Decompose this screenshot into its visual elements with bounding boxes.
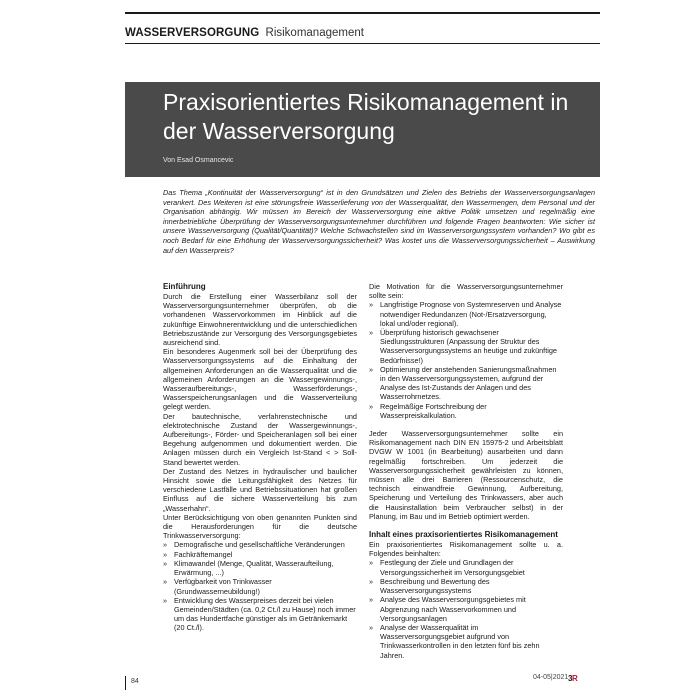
right-column bbox=[369, 282, 563, 660]
list-item-text: Regelmäßige Fortschreibung der Wasserpreiskalkulation. bbox=[380, 401, 487, 420]
content-list bbox=[369, 558, 563, 659]
list-item bbox=[369, 328, 563, 365]
list-item-text: Entwicklung des Wasserpreises derzeit bei vielen Gemeinden/Städten (ca. 0,2 Ct./l zu Hause) noch immer um das Hundertfache günstiger als im Getränkemarkt (20 Ct./l). bbox=[174, 595, 356, 633]
logo-letter: R bbox=[571, 674, 578, 683]
list-item bbox=[369, 558, 563, 576]
challenges-list bbox=[163, 540, 357, 632]
list-item-text: Überprüfung historisch gewachsener Siedlungsstrukturen (Anpassung der Struktur des Wasserversorgungssystems an heutige und zukünftige Bedürfnisse!) bbox=[380, 328, 557, 365]
list-item-text: Analyse des Wasserversorgungsgebietes mit Abgrenzung nach Wasservorkommen und Versorgungsanlagen bbox=[380, 595, 526, 623]
list-item-text: Optimierung der anstehenden Sanierungsmaßnahmen in den Wasserversorgungssystemen, aufgrund der Analyse des Ist-Zustands der Anlagen und des Wasserrohrnetzes. bbox=[380, 364, 557, 402]
bullet-marker: » bbox=[163, 558, 168, 568]
paragraph: Der Zustand des Netzes in hydraulischer und baulicher Hinsicht sowie die Leitungsfähigkeit des Netzes für verschiedene Lastfälle und Betriebssituationen hat großen Einfluss auf die sichere Wasserverteilung bis zum „Wasserhahn“. bbox=[163, 466, 357, 513]
top-rule bbox=[125, 12, 600, 14]
list-item bbox=[369, 595, 563, 623]
list-item-text: Beschreibung und Bewertung des Wasserversorgungssystems bbox=[380, 576, 490, 596]
author-byline: Von Esad Osmancevic bbox=[163, 157, 234, 164]
paragraph: Unter Berücksichtigung von oben genannten Punkten sind die Herausforderungen für die deutsche Trinkwasserversorgung: bbox=[163, 512, 357, 541]
list-item bbox=[163, 596, 357, 633]
bullet-marker: » bbox=[163, 549, 168, 559]
abstract: Das Thema „Kontinuität der Wasserversorgung“ ist in den Grundsätzen und Zielen des Betriebs der Wasserversorgungsanlagen verankert. Des Weiteren ist eine störungsfreie Wasserlieferung von der Wasserqualität, den Wassermengen, dem Personal und der Organisation abhängig. Wir müssen im Bereich der Wasserversorgung eine aktive Politik umsetzen und regelmäßig eine innerbetriebliche Überprüfung der Wasserversorgungsunternehmer durchführen und folgende Fragen beantworten: Wie sicher ist unsere Wasserversorgung (Qualität/Quantität)? Welche Schwachstellen sind im Wasserversorgungssystem vorhanden? Wo gibt es noch Bedarf für eine Erhöhung der Wasserversorgungssicherheit? Was kostet uns die Wasserversorgungssicherheit – Auswirkung auf den Wasserpreis? bbox=[163, 188, 595, 255]
list-item-text: Fachkräftemangel bbox=[174, 549, 233, 559]
logo-digit: 3 bbox=[568, 674, 572, 683]
list-item bbox=[369, 402, 563, 420]
bullet-marker: » bbox=[369, 595, 374, 605]
bullet-marker: » bbox=[369, 576, 374, 586]
paragraph: Jeder Wasserversorgungsunternehmer sollte ein Risikomanagement nach DIN EN 15975-2 und Arbeitsblatt DVGW W 1001 (in Bearbeitung) ausarbeiten und dann regelmäßig fortschreiben. Um jederzeit die Wasserversorgungssicherheit gewährleisten zu können, müssen alle drei Barrieren (Ressourcenschutz, die technisch einwandfreie Gewinnung, Aufbereitung, Speicherung und Verteilung des Trinkwassers, aber auch die Hausinstallation beim Verbraucher selbst) in der Planung, im Bau und im Betrieb optimiert werden. bbox=[369, 429, 563, 521]
list-item-text: Langfristige Prognose von Systemreserven und Analyse notwendiger Redundanzen (Not-/Ersatzversorgung, lokal und/oder regional). bbox=[380, 300, 562, 328]
list-item bbox=[369, 577, 563, 595]
list-item bbox=[163, 577, 357, 595]
paragraph: Die Motivation für die Wasserversorgungsunternehmer sollte sein: bbox=[369, 282, 563, 301]
paragraph: Durch die Erstellung einer Wasserbilanz soll der Wasserversorgungsunternehmer überprüfen, ob die vorhandenen Wasservorkommen im Hinblick auf die zukünftige Einwohnerentwicklung und die unterschiedlichen Betriebszustände zur Versorgung des Versorgungsgebietes ausreichend sind. bbox=[163, 292, 357, 348]
issue-label: 04-05|2021 bbox=[533, 674, 569, 681]
section-heading-einfuehrung: Einführung bbox=[163, 282, 206, 291]
paragraph: Ein praxisorientiertes Risikomanagement sollte u. a. Folgendes beinhalten: bbox=[369, 540, 563, 559]
bullet-marker: » bbox=[369, 622, 374, 632]
list-item bbox=[163, 540, 357, 549]
bullet-marker: » bbox=[163, 540, 168, 550]
page-number: 84 bbox=[125, 676, 139, 690]
bullet-marker: » bbox=[369, 401, 374, 411]
list-item-text: Verfügbarkeit von Trinkwasser (Grundwasserneubildung!) bbox=[174, 577, 272, 596]
bullet-marker: » bbox=[163, 595, 168, 605]
list-item bbox=[369, 623, 563, 660]
spacer bbox=[369, 521, 563, 530]
list-item bbox=[163, 550, 357, 559]
motivation-list bbox=[369, 300, 563, 420]
spacer bbox=[369, 420, 563, 429]
bullet-marker: » bbox=[163, 577, 168, 587]
section-label: WASSERVERSORGUNG bbox=[125, 27, 260, 39]
section-heading-inhalt: Inhalt eines praxisorientiertes Risikomanagement bbox=[369, 530, 558, 540]
list-item-text: Demografische und gesellschaftliche Veränderungen bbox=[174, 540, 345, 550]
subsection-label: Risikomanagement bbox=[265, 27, 364, 39]
bullet-marker: » bbox=[369, 300, 374, 310]
list-item bbox=[369, 300, 563, 328]
paragraph: Ein besonderes Augenmerk soll bei der Überprüfung des Wasserversorgungssystems auf die Einhaltung der allgemeinen Anforderungen an die Wasserqualität und die allgemeinen Anforderungen an die Wassergewinnungs-, Wasseraufbereitungs-, Wasserförderungs-, Wasserspeicherungsanlagen und die Wasserverteilung gelegt werden. bbox=[163, 347, 357, 412]
list-item bbox=[369, 365, 563, 402]
publisher-logo bbox=[568, 674, 577, 683]
article-title: Praxisorientiertes Risikomanagement in der Wasserversorgung bbox=[163, 89, 569, 144]
left-column bbox=[163, 282, 357, 633]
list-item-text: Klimawandel (Menge, Qualität, Wasseraufteilung, Erwärmung, ...) bbox=[174, 558, 334, 578]
bullet-marker: » bbox=[369, 558, 374, 568]
list-item-text: Analyse der Wasserqualität im Wasserversorgungsgebiet aufgrund von Trinkwasserkontrollen in den letzten fünf bis zehn Jahren. bbox=[380, 622, 540, 660]
running-head bbox=[125, 27, 364, 39]
header-rule bbox=[125, 43, 600, 44]
title-banner bbox=[125, 82, 600, 177]
bullet-marker: » bbox=[369, 364, 374, 374]
list-item bbox=[163, 559, 357, 577]
bullet-marker: » bbox=[369, 328, 374, 338]
list-item-text: Festlegung der Ziele und Grundlagen der Versorgungssicherheit im Versorgungsgebiet bbox=[380, 558, 525, 577]
paragraph: Der bautechnische, verfahrenstechnische und elektrotechnische Zustand der Wassergewinnungs-, Aufbereitungs-, Förder- und Speicheranlagen soll bei einer Begehung aufgenommen und dokumentiert werden. Die Anlagen müssen durch ein Vergleich Ist-Stand < > Soll-Stand bewertet werden. bbox=[163, 411, 357, 467]
